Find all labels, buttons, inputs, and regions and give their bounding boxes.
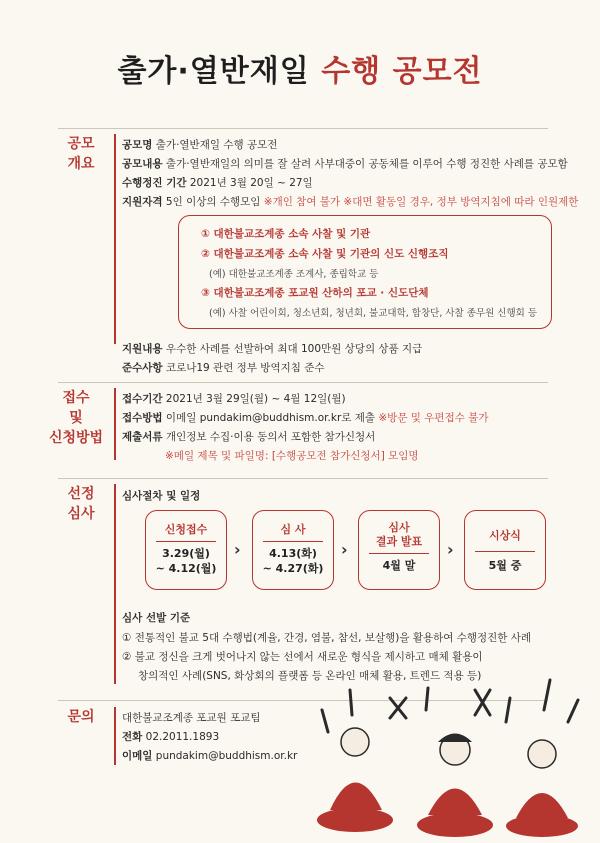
section-label-overview: 공모 개요 (67, 136, 95, 172)
apply-period: 접수기간 2021년 3월 29일(월) ~ 4월 12일(월) (122, 393, 346, 405)
section-bar (114, 134, 116, 344)
step-award: 시상식 5월 중 (464, 510, 546, 590)
overview-period: 수행정진 기간 2021년 3월 20일 ~ 27일 (122, 177, 313, 189)
overview-qualification: 지원자격 5인 이상의 수행모임 ※개인 참여 불가 ※대면 활동일 경우, 정부 방역지침에 따라 인원제한 (122, 196, 579, 208)
criteria-2b: 창의적인 사례(SNS, 화상회의 플랫폼 등 온라인 매체 활용, 트렌드 적용 등) (138, 670, 482, 682)
step-apply: 신청접수 3.29(월) ~ 4.12(월) (145, 510, 227, 590)
section-bar (114, 707, 116, 765)
section-label-apply: 접수 및 신청방법 (48, 390, 104, 446)
divider (58, 382, 548, 383)
criteria-title: 심사 선발 기준 (122, 612, 191, 624)
chevron-right-icon: › (447, 540, 454, 559)
apply-docs: 제출서류 개인정보 수집·이용 동의서 포함한 참가신청서 (122, 431, 376, 443)
apply-method: 접수방법 이메일 pundakim@buddhism.or.kr로 제출 ※방문 및 우편접수 불가 (122, 412, 489, 424)
chevron-right-icon: › (234, 540, 241, 559)
step-result: 심사 결과 발표 4월 말 (358, 510, 440, 590)
overview-comply: 준수사항 코로나19 관련 정부 방역지침 준수 (122, 362, 325, 374)
eligible-groups-box: ① 대한불교조계종 소속 사찰 및 기관 ② 대한불교조계종 소속 사찰 및 기관의 신도 신행조직 (예) 대한불교조계종 조계사, 종립학교 등 ③ 대한불교조계종 포교원 산하의 포교 · 신도단체 (예) 사찰 어린이회, 청소년회, 청년회, 불교대학, 합창단, 사찰 종무원 신행회 등 (178, 215, 552, 329)
page-title (0, 46, 600, 90)
overview-support: 지원내용 우수한 사례를 선발하여 최대 100만원 상당의 상품 지급 (122, 343, 423, 355)
title-part2: 수행 공모전 (321, 54, 483, 89)
contact-org: 대한불교조계종 포교원 포교팀 (122, 712, 261, 724)
overview-name: 공모명 출가·열반재일 수행 공모전 (122, 139, 278, 151)
criteria-1: ① 전통적인 불교 5대 수행법(계율, 간경, 염불, 참선, 보살행)을 활용하여 수행정진한 사례 (122, 632, 532, 644)
process-title: 심사절차 및 일정 (122, 490, 201, 502)
divider (58, 128, 548, 129)
title-part1: 출가·열반재일 (117, 54, 310, 89)
criteria-2: ② 불교 정신을 크게 벗어나지 않는 선에서 새로운 형식을 제시하고 매체 활용이 (122, 651, 483, 663)
contact-phone: 전화 02.2011.1893 (122, 731, 220, 743)
step-review: 심 사 4.13(화) ~ 4.27(화) (252, 510, 334, 590)
section-label-contact: 문의 (67, 709, 95, 725)
overview-content: 공모내용 출가·열반재일의 의미를 잘 살려 사부대중이 공동체를 이루어 수행 정진한 사례를 공모함 (122, 158, 568, 170)
section-label-review: 선정 심사 (67, 486, 95, 522)
divider (58, 478, 548, 479)
apply-mail-note: ※메일 제목 및 파일명: [수행공모전 참가신청서] 모임명 (165, 450, 419, 462)
section-bar (114, 388, 116, 460)
chevron-right-icon: › (341, 540, 348, 559)
contact-email: 이메일 pundakim@buddhism.or.kr (122, 750, 298, 762)
section-bar (114, 484, 116, 684)
meditating-figures-illustration (310, 670, 600, 843)
